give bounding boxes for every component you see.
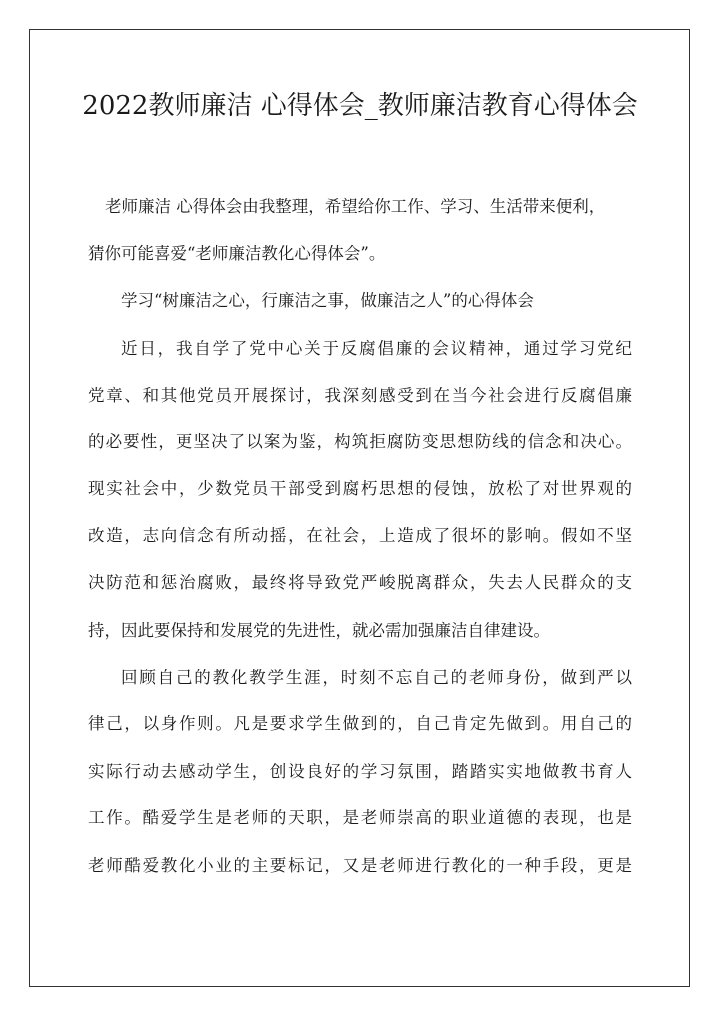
paragraph-line: 老师酷爱教化小业的主要标记，又是老师进行教化的一种手段，更是 [88,856,632,875]
paragraph-line: 的必要性，更坚决了以案为鉴，构筑拒腐防变思想防线的信念和决心。 [88,432,632,451]
paragraph-line: 实际行动去感动学生，创设良好的学习氛围，踏踏实实地做教书育人 [88,762,632,781]
document-title: 2022教师廉洁 心得体会_教师廉洁教育心得体会 [82,91,638,121]
paragraph-line: 猜你可能喜爱“老师廉洁教化心得体会”。 [88,244,386,263]
paragraph-line: 决防范和惩治腐败，最终将导致党严峻脱离群众，失去人民群众的支 [88,573,632,592]
paragraph-line: 改造，志向信念有所动摇，在社会，上造成了很坏的影响。假如不坚 [88,526,632,545]
paragraph-line: 回顾自己的教化教学生涯，时刻不忘自己的老师身份，做到严以 [121,668,632,687]
paragraph-line: 老师廉洁 心得体会由我整理，希望给你工作、学习、生活带来便利， [105,197,606,216]
paragraph-line: 持，因此要保持和发展党的先进性，就必需加强廉洁自律建设。 [88,621,550,640]
paragraph-line: 工作。酷爱学生是老师的天职，是老师崇高的职业道德的表现，也是 [88,808,632,827]
page-border [29,29,690,987]
paragraph-line: 现实社会中，少数党员干部受到腐朽思想的侵蚀，放松了对世界观的 [88,479,632,498]
paragraph-line: 近日，我自学了党中心关于反腐倡廉的会议精神，通过学习党纪 [121,339,632,358]
paragraph-line: 律己，以身作则。凡是要求学生做到的，自己肯定先做到。用自己的 [88,714,632,733]
paragraph-line: 党章、和其他党员开展探讨，我深刻感受到在当今社会进行反腐倡廉 [88,386,632,405]
section-heading: 学习“树廉洁之心，行廉洁之事，做廉洁之人”的心得体会 [121,291,534,310]
